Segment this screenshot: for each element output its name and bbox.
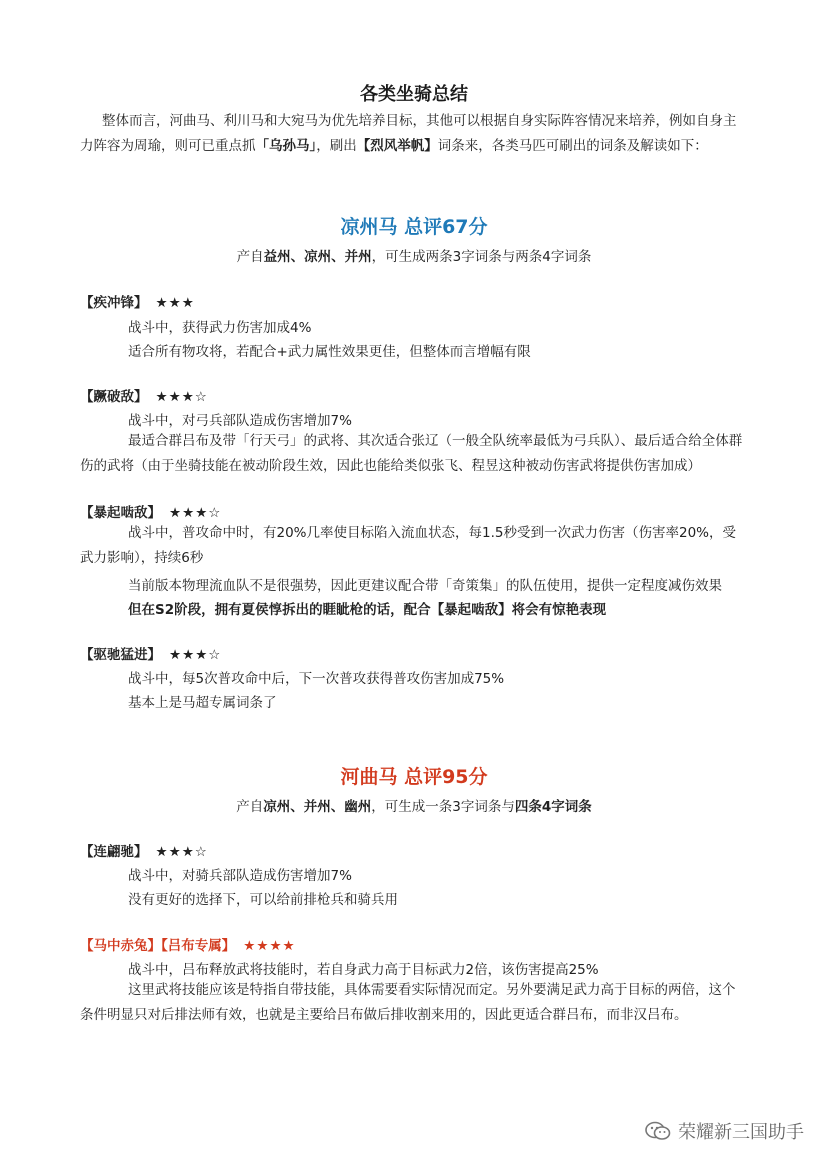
entry-line: 适合所有物攻将，若配合+武力属性效果更佳，但整体而言增幅有限 <box>128 344 531 360</box>
subtitle-text: ，可生成两条3字词条与两条4字词条 <box>371 249 592 265</box>
intro-keyword-horse: 「乌孙马」 <box>255 138 317 154</box>
subtitle-text: 产自 <box>236 249 264 265</box>
entry-name: 【疾冲锋】 <box>80 295 148 311</box>
entry-line: 没有更好的选择下，可以给前排枪兵和骑兵用 <box>128 892 398 908</box>
entry-line: 当前版本物理流血队不是很强势，因此更建议配合带「奇策集」的队伍使用，提供一定程度减伤效果 <box>128 578 722 594</box>
entry-name: 【马中赤兔】【吕布专属】 <box>80 938 236 954</box>
entry-paragraph: 这里武将技能应该是特指自带技能，具体需要看实际情况而定。另外要满足武力高于目标的两倍，这个条件明显只对后排法师有效，也就是主要给吕布做后排收割来用的，因此更适合群吕布，而非汉吕布。 <box>80 982 736 1023</box>
intro-keyword-skill: 【烈风举帆】 <box>356 138 438 154</box>
entry-heading <box>80 291 195 311</box>
entry-heading <box>80 385 208 405</box>
footer-watermark <box>644 1118 804 1144</box>
wechat-icon <box>644 1120 672 1142</box>
subtitle-highlight: 四条4字词条 <box>514 799 592 815</box>
section-title-hequ: 河曲马 总评95分 <box>340 766 488 788</box>
section-subtitle-liangzhou <box>0 245 828 265</box>
intro-text: 整体而言，河曲马、利川马和大宛马为优先培养目标，其他可以根据自身实际阵容情况来培养，例如自身主力阵容为周瑜，则可已重点抓 <box>80 113 737 154</box>
rating-stars: ★★★ <box>155 295 195 311</box>
subtitle-text: ，可生成一条3字词条与 <box>371 799 515 815</box>
entry-line: 基本上是马超专属词条了 <box>128 695 277 711</box>
entry-line: 战斗中，每5次普攻命中后，下一次普攻获得普攻伤害加成75% <box>128 671 505 687</box>
section-subtitle-hequ <box>0 795 828 815</box>
footer-account-name: 荣耀新三国助手 <box>678 1122 804 1143</box>
intro-paragraph <box>80 109 748 159</box>
entry-line: 战斗中，获得武力伤害加成4% <box>128 320 312 336</box>
entry-line: 战斗中，对骑兵部队造成伤害增加7% <box>128 868 352 884</box>
entry-heading-exclusive <box>80 934 296 954</box>
subtitle-regions: 益州、凉州、并州 <box>263 249 372 265</box>
entry-name: 【驱驰猛进】 <box>80 647 161 663</box>
rating-stars: ★★★☆ <box>169 505 222 521</box>
entry-line: 战斗中，吕布释放武将技能时，若自身武力高于目标武力2倍，该伤害提高25% <box>128 962 599 978</box>
entry-paragraph: 最适合群吕布及带「行天弓」的武将、其次适合张辽（一般全队统率最低为弓兵队）、最后适合给全体群伤的武将（由于坐骑技能在被动阶段生效，因此也能给类似张飞、程昱这种被动伤害武将提供伤害加成） <box>80 433 743 474</box>
rating-stars: ★★★☆ <box>155 844 208 860</box>
entry-name: 【连翩驰】 <box>80 844 148 860</box>
section-title-liangzhou: 凉州马 总评67分 <box>340 216 488 238</box>
entry-heading <box>80 501 221 521</box>
entry-heading <box>80 643 221 663</box>
entry-paragraph: 战斗中，普攻命中时，有20%几率使目标陷入流血状态，每1.5秒受到一次武力伤害（伤害率20%，受武力影响），持续6秒 <box>80 525 736 566</box>
entry-line: 战斗中，对弓兵部队造成伤害增加7% <box>128 413 352 429</box>
subtitle-regions: 凉州、并州、幽州 <box>263 799 372 815</box>
entry-heading <box>80 840 208 860</box>
page-title: 各类坐骑总结 <box>360 84 468 105</box>
entry-name: 【蹶破敌】 <box>80 389 148 405</box>
rating-stars: ★★★☆ <box>155 389 208 405</box>
intro-text: ，刷出 <box>316 138 357 154</box>
rating-stars: ★★★☆ <box>169 647 222 663</box>
entry-line-highlight: 但在S2阶段，拥有夏侯惇拆出的睚眦枪的话，配合【暴起啮敌】将会有惊艳表现 <box>128 602 607 618</box>
intro-text: 词条来，各类马匹可刷出的词条及解读如下： <box>437 138 708 154</box>
rating-stars: ★★★★ <box>243 938 296 954</box>
subtitle-text: 产自 <box>236 799 264 815</box>
entry-name: 【暴起啮敌】 <box>80 505 161 521</box>
